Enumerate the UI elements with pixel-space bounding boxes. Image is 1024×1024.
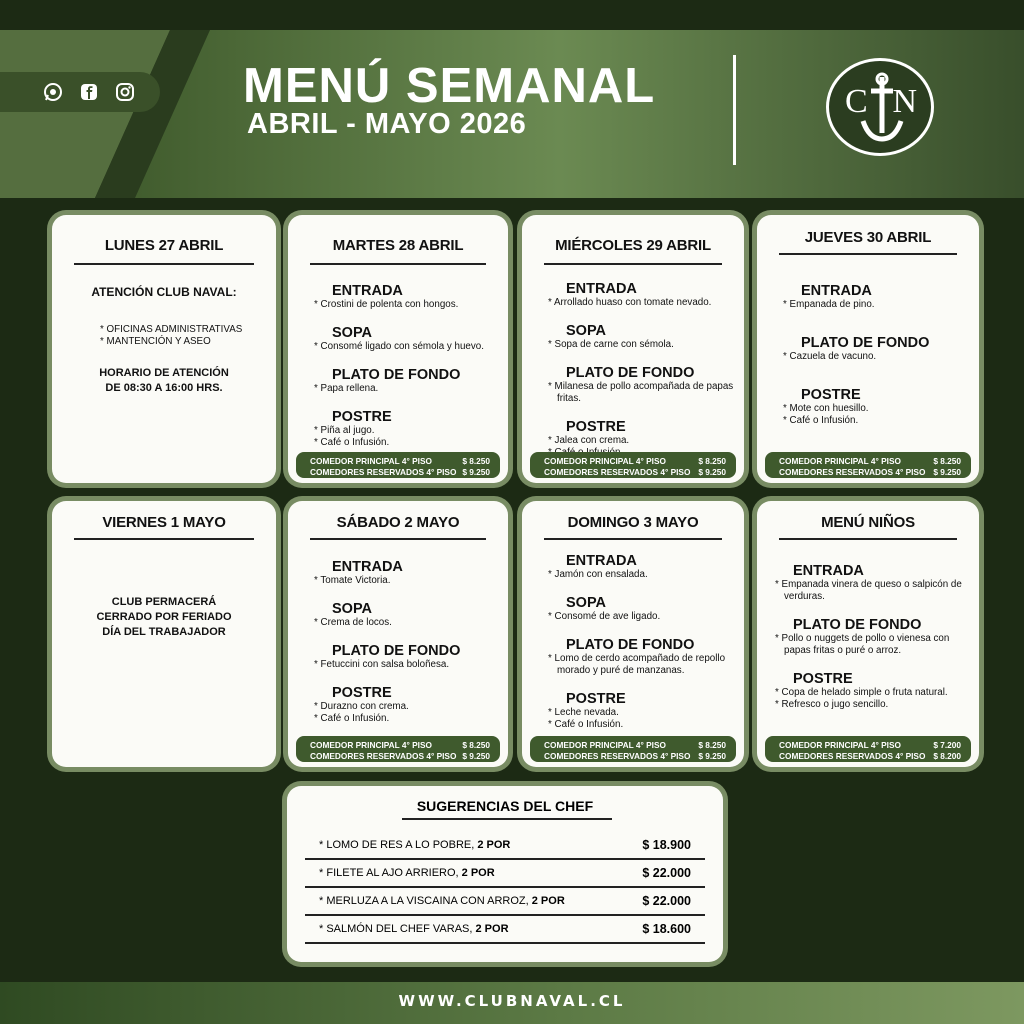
dish-item: * Refresco o jugo sencillo. — [775, 699, 969, 711]
notice-title: ATENCIÓN CLUB NAVAL: — [91, 285, 237, 299]
section-plato-fondo: PLATO DE FONDO — [793, 617, 922, 633]
price-bar — [765, 736, 971, 762]
price-value: $ 9.250 — [462, 466, 490, 477]
day-card-domingo — [522, 501, 744, 767]
day-heading: MARTES 28 ABRIL — [332, 237, 464, 254]
day-card-lunes — [52, 215, 276, 483]
day-card-viernes — [52, 501, 276, 767]
section-postre: POSTRE — [566, 419, 626, 435]
chef-dish-name: SALMÓN DEL CHEF VARAS, — [326, 923, 473, 935]
price-value: $ 8.250 — [698, 740, 726, 750]
kids-menu-card — [757, 501, 979, 767]
price-bar — [765, 452, 971, 478]
day-card-miercoles — [522, 215, 744, 483]
chef-heading: SUGERENCIAS DEL CHEF — [416, 798, 594, 814]
dish-item: * Consomé de ave ligado. — [548, 611, 734, 623]
day-heading: DOMINGO 3 MAYO — [567, 514, 699, 531]
page-title: MENÚ SEMANAL — [243, 59, 656, 113]
price-label: COMEDOR PRINCIPAL 4° PISO — [544, 740, 666, 750]
dish-item: * Empanada vinera de queso o salpicón de verduras. — [775, 579, 969, 603]
price-bar — [530, 452, 736, 478]
heading-rule — [310, 538, 486, 540]
chef-dish-price: $ 22.000 — [642, 866, 691, 880]
dish-item: * Café o Infusión. — [548, 719, 734, 731]
price-label: COMEDORES RESERVADOS 4° PISO — [779, 466, 926, 477]
dish-item: * Crema de locos. — [314, 617, 498, 629]
dish-item: * Crostini de polenta con hongos. — [314, 299, 498, 311]
price-value: $ 8.250 — [462, 740, 490, 750]
facebook-icon[interactable] — [78, 81, 100, 103]
notice-item: * OFICINAS ADMINISTRATIVAS — [100, 324, 266, 336]
dish-item: * Jalea con crema. — [548, 435, 734, 447]
section-postre: POSTRE — [801, 387, 861, 403]
dish-item: * Lomo de cerdo acompañado de repollo morado y puré de manzanas. — [548, 653, 734, 677]
day-card-sabado — [288, 501, 508, 767]
price-label: COMEDORES RESERVADOS 4° PISO — [544, 466, 691, 477]
section-entrada: ENTRADA — [332, 283, 403, 299]
section-plato-fondo: PLATO DE FONDO — [332, 367, 461, 383]
dish-item: * Papa rellena. — [314, 383, 498, 395]
chef-dish-price: $ 18.900 — [642, 838, 691, 852]
logo-letter-c: C — [845, 83, 868, 120]
price-label: COMEDOR PRINCIPAL 4° PISO — [779, 456, 901, 466]
dish-item: * Piña al jugo. — [314, 425, 498, 437]
dish-item: * Leche nevada. — [548, 707, 734, 719]
price-value: $ 9.250 — [933, 466, 961, 477]
price-bar — [296, 452, 500, 478]
website-link[interactable]: WWW.CLUBNAVAL.CL — [398, 992, 626, 1010]
heading-rule — [779, 253, 957, 255]
section-entrada: ENTRADA — [332, 559, 403, 575]
closed-notice: CERRADO POR FERIADO — [96, 611, 232, 623]
closed-notice: DÍA DEL TRABAJADOR — [102, 626, 226, 638]
heading-rule — [74, 263, 254, 265]
heading-rule — [310, 263, 486, 265]
dish-item: * Consomé ligado con sémola y huevo. — [314, 341, 498, 353]
heading-rule — [544, 538, 722, 540]
day-heading: SÁBADO 2 MAYO — [336, 514, 460, 531]
notice-item: * MANTENCIÓN Y ASEO — [100, 336, 266, 348]
logo-letter-n: N — [892, 83, 917, 120]
heading-rule — [544, 263, 722, 265]
section-entrada: ENTRADA — [566, 553, 637, 569]
chef-row: * SALMÓN DEL CHEF VARAS, 2 POR $ 18.600 — [305, 916, 705, 944]
price-label: COMEDORES RESERVADOS 4° PISO — [544, 750, 691, 761]
price-label: COMEDOR PRINCIPAL 4° PISO — [779, 740, 901, 750]
dish-item: * Café o Infusión. — [314, 437, 498, 449]
club-naval-logo — [826, 58, 934, 156]
chef-suggestions-card — [287, 786, 723, 962]
heading-rule — [74, 538, 254, 540]
hours-line: HORARIO DE ATENCIÓN — [99, 367, 229, 379]
section-entrada: ENTRADA — [793, 563, 864, 579]
day-heading: MIÉRCOLES 29 ABRIL — [555, 237, 711, 254]
section-postre: POSTRE — [332, 685, 392, 701]
chef-dish-name: FILETE AL AJO ARRIERO, — [326, 867, 459, 879]
section-sopa: SOPA — [566, 323, 607, 339]
dish-item: * Sopa de carne con sémola. — [548, 339, 734, 351]
section-sopa: SOPA — [332, 601, 373, 617]
dish-item: * Pollo o nuggets de pollo o vienesa con papas fritas o puré o arroz. — [775, 633, 969, 657]
price-value: $ 8.250 — [462, 456, 490, 466]
price-value: $ 9.250 — [698, 466, 726, 477]
social-bar — [0, 72, 160, 112]
dish-item: * Tomate Victoria. — [314, 575, 498, 587]
footer — [0, 982, 1024, 1024]
chef-row: * FILETE AL AJO ARRIERO, 2 POR $ 22.000 — [305, 860, 705, 888]
dish-item: * Copa de helado simple o fruta natural. — [775, 687, 969, 699]
price-bar — [530, 736, 736, 762]
price-label: COMEDOR PRINCIPAL 4° PISO — [310, 456, 432, 466]
price-value: $ 8.250 — [933, 456, 961, 466]
price-bar — [296, 736, 500, 762]
heading-rule — [402, 818, 612, 820]
price-label: COMEDOR PRINCIPAL 4° PISO — [310, 740, 432, 750]
dish-item: * Café o Infusión. — [783, 415, 969, 427]
day-heading: MENÚ NIÑOS — [821, 514, 915, 531]
dish-item: * Arrollado huaso con tomate nevado. — [548, 297, 734, 309]
section-plato-fondo: PLATO DE FONDO — [332, 643, 461, 659]
closed-notice: CLUB PERMACERÁ — [111, 596, 217, 608]
chef-dish-name: MERLUZA A LA VISCAINA CON ARROZ, — [326, 895, 529, 907]
dish-item: * Empanada de pino. — [783, 299, 969, 311]
price-label: COMEDORES RESERVADOS 4° PISO — [779, 750, 926, 761]
page-subtitle: ABRIL - MAYO 2026 — [247, 108, 527, 140]
chef-dish-qty: 2 POR — [531, 895, 565, 907]
day-heading: JUEVES 30 ABRIL — [804, 229, 932, 246]
whatsapp-icon[interactable] — [42, 81, 64, 103]
price-label: COMEDORES RESERVADOS 4° PISO — [310, 466, 457, 477]
chef-dish-price: $ 18.600 — [642, 922, 691, 936]
price-value: $ 7.200 — [933, 740, 961, 750]
dish-item: * Fetuccini con salsa boloñesa. — [314, 659, 498, 671]
price-label: COMEDORES RESERVADOS 4° PISO — [310, 750, 457, 761]
price-value: $ 9.250 — [698, 750, 726, 761]
price-value: $ 8.250 — [698, 456, 726, 466]
chef-row: * MERLUZA A LA VISCAINA CON ARROZ, 2 POR $ 22.000 — [305, 888, 705, 916]
section-sopa: SOPA — [332, 325, 373, 341]
price-label: COMEDOR PRINCIPAL 4° PISO — [544, 456, 666, 466]
dish-item: * Mote con huesillo. — [783, 403, 969, 415]
dish-item: * Durazno con crema. — [314, 701, 498, 713]
dish-item: * Café o Infusión. — [314, 713, 498, 725]
chef-dish-name: LOMO DE RES A LO POBRE, — [326, 839, 475, 851]
section-sopa: SOPA — [566, 595, 607, 611]
section-plato-fondo: PLATO DE FONDO — [566, 365, 695, 381]
heading-rule — [779, 538, 957, 540]
day-card-martes — [288, 215, 508, 483]
chef-dish-qty: 2 POR — [461, 867, 495, 879]
section-plato-fondo: PLATO DE FONDO — [801, 335, 930, 351]
hours-line: DE 08:30 A 16:00 HRS. — [105, 382, 223, 394]
dish-item: * Jamón con ensalada. — [548, 569, 734, 581]
section-plato-fondo: PLATO DE FONDO — [566, 637, 695, 653]
section-postre: POSTRE — [566, 691, 626, 707]
price-value: $ 9.250 — [462, 750, 490, 761]
section-postre: POSTRE — [793, 671, 853, 687]
section-entrada: ENTRADA — [801, 283, 872, 299]
section-postre: POSTRE — [332, 409, 392, 425]
instagram-icon[interactable] — [114, 81, 136, 103]
chef-dish-qty: 2 POR — [475, 923, 509, 935]
dish-item: * Cazuela de vacuno. — [783, 351, 969, 363]
price-value: $ 8.200 — [933, 750, 961, 761]
chef-dish-price: $ 22.000 — [642, 894, 691, 908]
day-card-jueves — [757, 215, 979, 483]
header-divider — [733, 55, 736, 165]
dish-item: * Milanesa de pollo acompañada de papas fritas. — [548, 381, 734, 405]
chef-dish-qty: 2 POR — [477, 839, 511, 851]
chef-row: * LOMO DE RES A LO POBRE, 2 POR $ 18.900 — [305, 832, 705, 860]
day-heading: VIERNES 1 MAYO — [102, 514, 226, 531]
section-entrada: ENTRADA — [566, 281, 637, 297]
day-heading: LUNES 27 ABRIL — [104, 237, 224, 254]
